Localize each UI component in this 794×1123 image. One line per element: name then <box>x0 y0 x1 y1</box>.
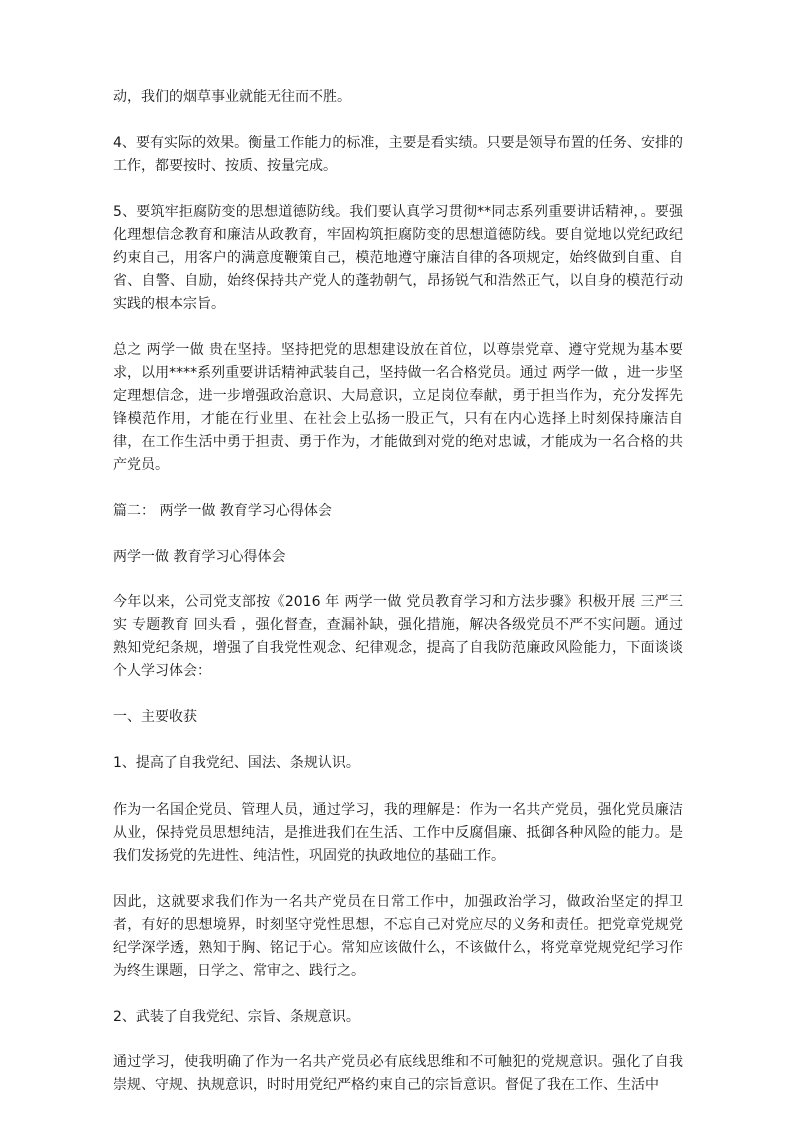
paragraph: 动，我们的烟草事业就能无往而不胜。 <box>113 89 351 105</box>
section-heading: 一、主要收获 <box>113 709 197 725</box>
paragraph: 5、要筑牢拒腐防变的思想道德防线。我们要认真学习贯彻**同志系列重要讲话精神，。要强化理想信念教育和廉洁从政教育，牢固构筑拒腐防变的思想道德防线。要自觉地以党纪政纪约束自己，用客户的满意度鞭策自己，模范地遵守廉洁自律的各项规定，始终做到自重、自省、自警、自励，始终保持共产党人的蓬勃朝气，昂扬锐气和浩然正气，以自身的模范行动实践的根本宗旨。 <box>113 204 683 312</box>
subsection-heading: 2、武装了自我党纪、宗旨、条规意识。 <box>113 1009 360 1025</box>
paragraph: 今年以来，公司党支部按《2016 年 两学一做 党员教育学习和方法步骤》积极开展 三严三实 专题教育 回头看 ，强化督查，查漏补缺，强化措施，解决各级党员不严不实问题。通过熟知党纪条规，增强了自我党性观念、纪律观念，提高了自我防范廉政风险能力，下面谈谈个人学习体会： <box>113 594 683 679</box>
document-page <box>113 86 683 1120</box>
paragraph: 作为一名国企党员、管理人员，通过学习，我的理解是：作为一名共产党员，强化党员廉洁从业，保持党员思想纯洁，是推进我们在生活、工作中反腐倡廉、抵御各种风险的能力。是我们发扬党的先进性、纯洁性，巩固党的执政地位的基础工作。 <box>113 802 683 864</box>
paragraph: 4、要有实际的效果。衡量工作能力的标准，主要是看实绩。只要是领导布置的任务、安排的工作，都要按时、按质、按量完成。 <box>113 135 683 174</box>
article-title: 两学一做 教育学习心得体会 <box>113 549 286 565</box>
subsection-heading: 1、提高了自我党纪、国法、条规认识。 <box>113 755 360 771</box>
section-heading: 篇二： 两学一做 教育学习心得体会 <box>113 503 332 519</box>
paragraph: 总之 两学一做 贵在坚持。坚持把党的思想建设放在首位，以尊崇党章、遵守党规为基本要求，以用****系列重要讲话精神武装自己，坚持做一名合格党员。通过 两学一做 ，进一步坚定理想信念，进一步增强政治意识、大局意识，立足岗位奉献，勇于担当作为，充分发挥先锋模范作用，才能在行业里、在社会上弘扬一股正气，只有在内心选择上时刻保持廉洁自律，在工作生活中勇于担责、勇于作为，才能做到对党的绝对忠诚，才能成为一名合格的共产党员。 <box>113 342 683 473</box>
paragraph: 因此，这就要求我们作为一名共产党员在日常工作中，加强政治学习，做政治坚定的捍卫者，有好的思想境界，时刻坚守党性思想，不忘自己对党应尽的义务和责任。把党章党规党纪学深学透，熟知于胸、铭记于心。常知应该做什么，不该做什么，将党章党规党纪学习作为终生课题，日学之、常审之、践行之。 <box>113 894 683 979</box>
paragraph: 通过学习，使我明确了作为一名共产党员必有底线思维和不可触犯的党规意识。强化了自我崇规、守规、执规意识，时时用党纪严格约束自己的宗旨意识。督促了我在工作、生活中 <box>113 1054 683 1093</box>
